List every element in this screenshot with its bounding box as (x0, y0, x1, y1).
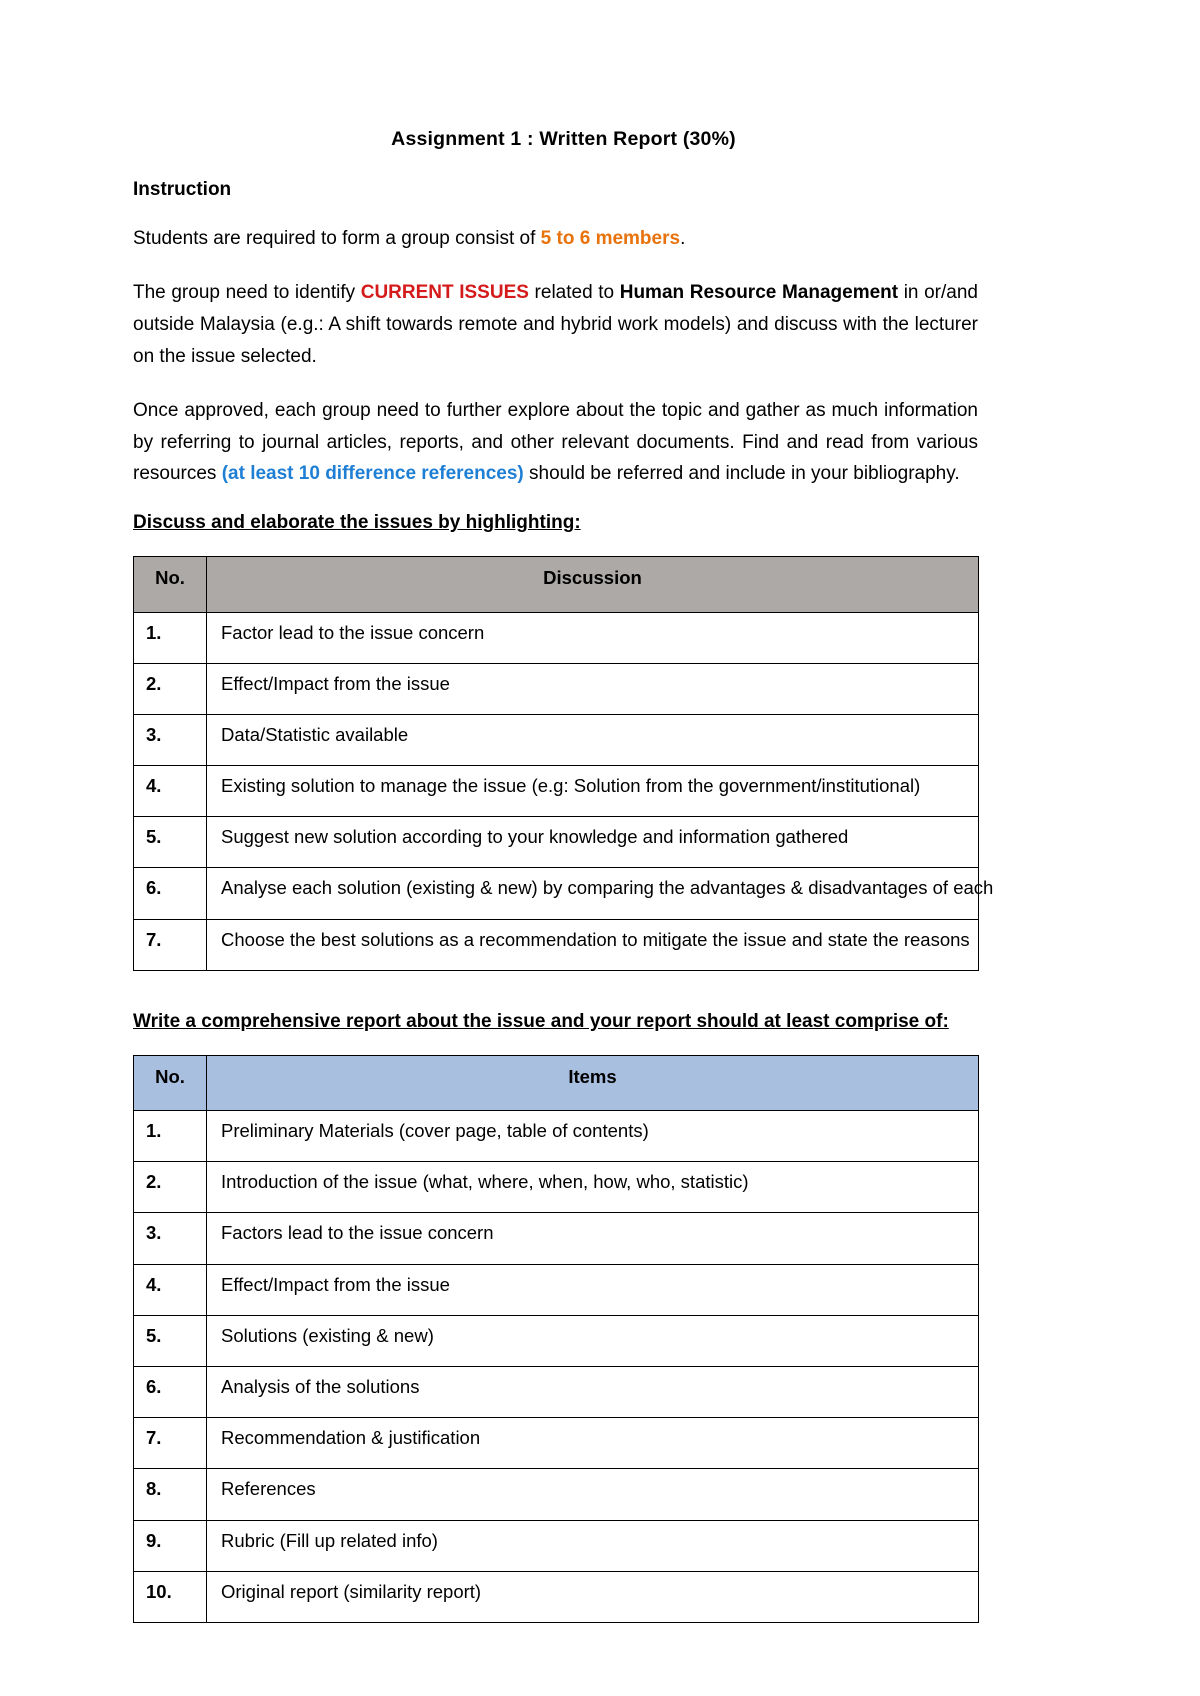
row-number: 7. (134, 1418, 207, 1469)
row-number: 1. (134, 1111, 207, 1162)
table-row (134, 1469, 979, 1520)
table-row (134, 1571, 979, 1622)
row-text: Factors lead to the issue concern (207, 1213, 979, 1264)
table-row (134, 1520, 979, 1571)
row-text: Preliminary Materials (cover page, table of contents) (207, 1111, 979, 1162)
paragraph-text-part: Students are required to form a group consist of (133, 228, 541, 249)
row-text: Data/Statistic available (207, 714, 979, 765)
row-number: 1. (134, 612, 207, 663)
row-number: 6. (134, 1366, 207, 1417)
row-number: 3. (134, 714, 207, 765)
table-row (134, 919, 979, 970)
row-text: Recommendation & justification (207, 1418, 979, 1469)
row-number: 5. (134, 817, 207, 868)
row-text: Original report (similarity report) (207, 1571, 979, 1622)
row-text: Introduction of the issue (what, where, when, how, who, statistic) (207, 1162, 979, 1213)
row-number: 2. (134, 663, 207, 714)
row-text: Effect/Impact from the issue (207, 663, 979, 714)
paragraph-text-part: . (680, 228, 686, 249)
table-row (134, 1366, 979, 1417)
paragraph-text-part: Once approved, each group need to further explore about the topic and gather as much information by referring to journal articles, reports, and other relevant documents. Find and read from various resources (133, 399, 978, 485)
heading-discussion: Discuss and elaborate the issues by highlighting: (133, 512, 581, 534)
paragraph-current-issues (133, 277, 978, 373)
paragraph-text-part: should be referred and include in your bibliography. (523, 463, 960, 485)
row-text: Existing solution to manage the issue (e.g: Solution from the government/institutional) (207, 766, 979, 817)
column-header-no: No. (134, 557, 207, 612)
table-row (134, 817, 979, 868)
table-row (134, 663, 979, 714)
column-header-no: No. (134, 1055, 207, 1110)
row-text: Analyse each solution (existing & new) by comparing the advantages & disadvantages of each (207, 868, 979, 919)
row-number: 10. (134, 1571, 207, 1622)
table-row (134, 1264, 979, 1315)
heading-report: Write a comprehensive report about the issue and your report should at least comprise of: (133, 1010, 949, 1032)
table-row (134, 1418, 979, 1469)
highlight-hrm: Human Resource Management (619, 281, 899, 303)
row-number: 8. (134, 1469, 207, 1520)
highlight-reference-count: (at least 10 difference references) (221, 463, 524, 485)
paragraph-text-part: in or/and outside Malaysia (e.g.: A shift towards remote and hybrid work models) and discuss with the lecturer on the issue selected. (133, 281, 978, 367)
row-text: Rubric (Fill up related info) (207, 1520, 979, 1571)
table-row (134, 766, 979, 817)
table-row (134, 868, 979, 919)
row-text: Choose the best solutions as a recommendation to mitigate the issue and state the reasons (207, 919, 979, 970)
row-text: Suggest new solution according to your knowledge and information gathered (207, 817, 979, 868)
paragraph-text-part: The group need to identify (133, 281, 361, 303)
table-row (134, 1111, 979, 1162)
highlight-current-issues: CURRENT ISSUES (360, 281, 529, 303)
paragraph-text-part: related to (528, 281, 620, 303)
row-number: 4. (134, 766, 207, 817)
table-header-row (134, 1055, 979, 1110)
items-table (133, 1055, 979, 1623)
column-header-discussion: Discussion (207, 557, 979, 612)
instruction-label: Instruction (133, 179, 232, 200)
paragraph-references (133, 395, 978, 491)
page-title: Assignment 1 : Written Report (30%) (391, 128, 736, 150)
row-number: 6. (134, 868, 207, 919)
row-text: Analysis of the solutions (207, 1366, 979, 1417)
table-row (134, 714, 979, 765)
row-number: 5. (134, 1315, 207, 1366)
row-text: References (207, 1469, 979, 1520)
discussion-table (133, 556, 994, 971)
table-row (134, 1162, 979, 1213)
row-number: 3. (134, 1213, 207, 1264)
row-number: 2. (134, 1162, 207, 1213)
section-spacer (133, 971, 978, 1011)
table-row (134, 612, 979, 663)
table-header-row (134, 557, 979, 612)
row-number: 7. (134, 919, 207, 970)
row-text: Effect/Impact from the issue (207, 1264, 979, 1315)
highlight-group-members: 5 to 6 members (540, 228, 681, 249)
paragraph-group-size (133, 223, 978, 255)
row-text: Solutions (existing & new) (207, 1315, 979, 1366)
table-row (134, 1213, 979, 1264)
row-number: 9. (134, 1520, 207, 1571)
column-header-items: Items (207, 1055, 979, 1110)
table-row (134, 1315, 979, 1366)
row-number: 4. (134, 1264, 207, 1315)
row-text: Factor lead to the issue concern (207, 612, 979, 663)
